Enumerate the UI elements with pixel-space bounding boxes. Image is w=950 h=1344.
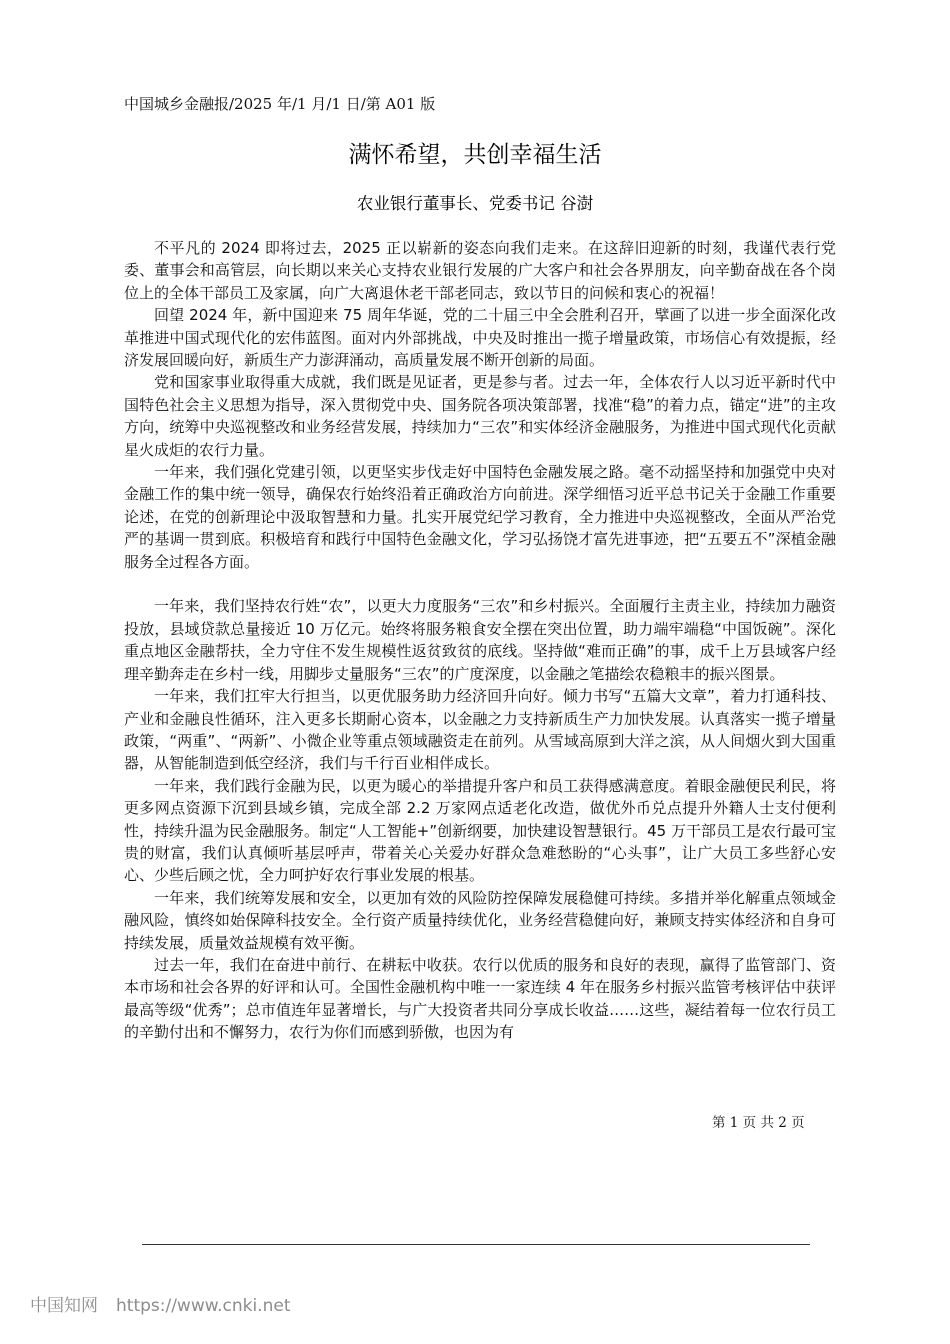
paragraph: 回望 2024 年，新中国迎来 75 周年华诞，党的二十届三中全会胜利召开，擘画了以进一步全面深化改革推进中国式现代化的宏伟蓝图。面对内外部挑战，中央及时推出一揽子增量政策，市场信心有效提振，经济发展回暖向好，新质生产力澎湃涌动，高质量发展不断开创新的局面。	[124, 306, 836, 370]
paragraph: 不平凡的 2024 即将过去，2025 正以崭新的姿态向我们走来。在这辞旧迎新的时刻，我谨代表行党委、董事会和高管层，向长期以来关心支持农业银行发展的广大客户和社会各界朋友，向辛勤奋战在各个岗位上的全体干部员工及家属，向广大离退休老干部老同志，致以节日的问候和衷心的祝福！	[124, 239, 836, 302]
watermark-url: https://www.cnki.net	[116, 1296, 291, 1316]
article-title: 满怀希望，共创幸福生活	[348, 142, 602, 168]
source-line: 中国城乡金融报/2025 年/1 月/1 日/第 A01 版	[124, 95, 436, 113]
paragraph: 一年来，我们统筹发展和安全，以更加有效的风险防控保障发展稳健可持续。多措并举化解重点领域金融风险，慎终如始保障科技安全。全行资产质量持续优化，业务经营稳健向好，兼顾支持实体经济和自身可持续发展，质量效益规模有效平衡。	[124, 888, 836, 952]
paragraph: 一年来，我们坚持农行姓“农”，以更大力度服务“三农”和乡村振兴。全面履行主责主业，持续加力融资投放，县域贷款总量接近 10 万亿元。始终将服务粮食安全摆在突出位置，助力端牢端稳“中国饭碗”。深化重点地区金融帮扶，全力守住不发生规模性返贫致贫的底线。坚持做“难而正确”的事，成千上万县域客户经理辛勤奔走在乡村一线，用脚步丈量服务“三农”的广度深度，以金融之笔描绘农稳粮丰的振兴图景。	[124, 597, 836, 683]
paragraph: 一年来，我们践行金融为民，以更为暖心的举措提升客户和员工获得感满意度。着眼金融便民利民，将更多网点资源下沉到县域乡镇，完成全部 2.2 万家网点适老化改造，做优外币兑点提升外籍人士支付便利性，持续升温为民金融服务。制定“人工智能+”创新纲要，加快建设智慧银行。45 万干部员工是农行最可宝贵的财富，我们认真倾听基层呼声，带着关心关爱办好群众急难愁盼的“心头事”，让广大员工多些舒心安心、少些后顾之忧，全力呵护好农行事业发展的根基。	[124, 776, 836, 885]
article-author: 农业银行董事长、党委书记 谷澍	[356, 194, 594, 213]
paragraph: 党和国家事业取得重大成就，我们既是见证者，更是参与者。过去一年，全体农行人以习近平新时代中国特色社会主义思想为指导，深入贯彻党中央、国务院各项决策部署，找准“稳”的着力点，锚定“进”的主攻方向，统筹中央巡视整改和业务经营发展，持续加力“三农”和实体经济金融服务，为推进中国式现代化贡献星火成炬的农行力量。	[124, 373, 837, 459]
paragraph: 一年来，我们强化党建引领，以更坚实步伐走好中国特色金融发展之路。毫不动摇坚持和加强党中央对金融工作的集中统一领导，确保农行始终沿着正确政治方向前进。深学细悟习近平总书记关于金融工作重要论述，在党的创新理论中汲取智慧和力量。扎实开展党纪学习教育，全力推进中央巡视整改，全面从严治党严的基调一贯到底。积极培育和践行中国特色金融文化，学习弘扬饶才富先进事迹，把“五要五不”深植金融服务全过程各方面。	[124, 463, 836, 571]
watermark-name: 中国知网	[30, 1296, 98, 1316]
article-body	[124, 237, 836, 1044]
page-indicator: 第 1 页 共 2 页	[712, 1115, 805, 1131]
footer-divider	[142, 1244, 810, 1245]
paragraph: 一年来，我们扛牢大行担当，以更优服务助力经济回升向好。倾力书写“五篇大文章”，着力打通科技、产业和金融良性循环，注入更多长期耐心资本，以金融之力支持新质生产力加快发展。认真落实一揽子增量政策，“两重”、“两新”、小微企业等重点领域融资走在前列。从雪域高原到大洋之滨，从人间烟火到大国重器，从智能制造到低空经济，我们与千行百业相伴成长。	[124, 687, 836, 773]
paragraph: 过去一年，我们在奋进中前行、在耕耘中收获。农行以优质的服务和良好的表现，赢得了监管部门、资本市场和社会各界的好评和认可。全国性金融机构中唯一一家连续 4 年在服务乡村振兴监管考核评估中获评最高等级“优秀”；总市值连年显著增长，与广大投资者共同分享成长收益……这些，凝结着每一位农行员工的辛勤付出和不懈努力，农行为你们而感到骄傲，也因为有	[124, 955, 836, 1042]
watermark	[30, 1294, 290, 1318]
